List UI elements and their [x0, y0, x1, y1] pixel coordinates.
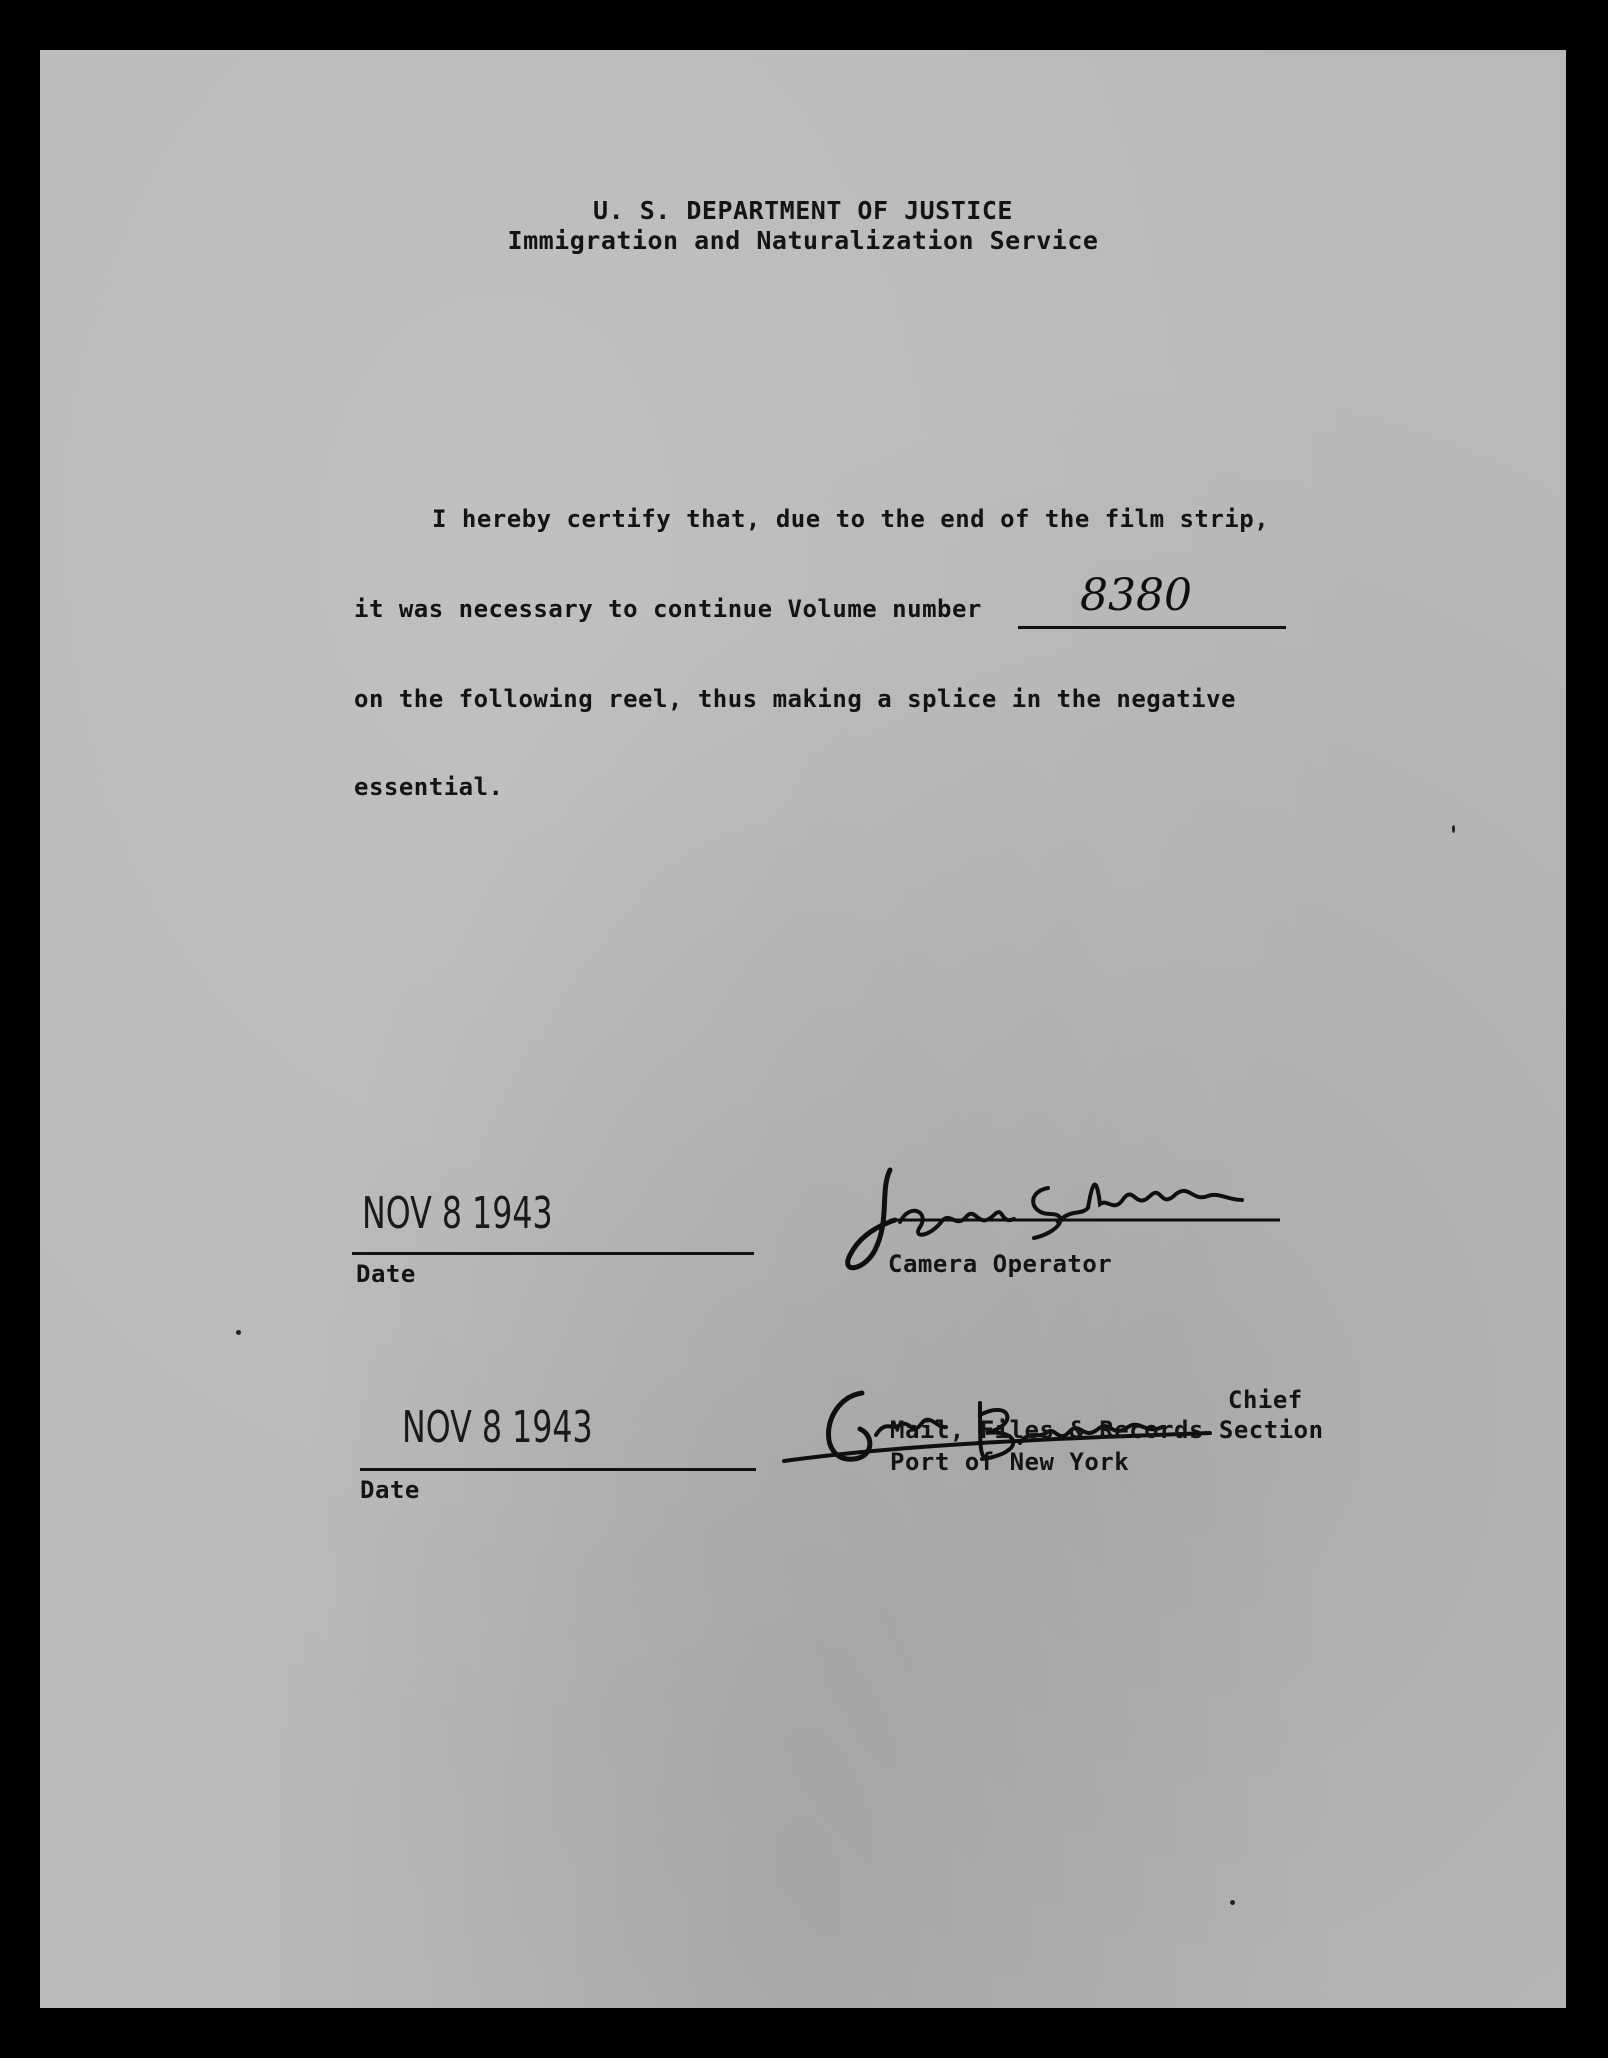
speck [236, 1330, 241, 1335]
volume-number-rule [1018, 626, 1286, 629]
date-stamp-2: NOV 8 1943 [402, 1402, 593, 1453]
date-rule-2 [360, 1468, 756, 1471]
camera-operator-title: Camera Operator [888, 1250, 1113, 1278]
certificate-line-4: essential. [354, 773, 504, 801]
volume-number-handwritten: 8380 [1080, 570, 1192, 621]
chief-title-suffix: Chief [1228, 1386, 1303, 1414]
speck [1230, 1900, 1235, 1905]
section-title: Mail, Files & Records Section [890, 1416, 1324, 1444]
certificate-line-2: it was necessary to continue Volume number [354, 595, 982, 623]
date-stamp-1: NOV 8 1943 [362, 1188, 553, 1239]
document-page [40, 50, 1566, 2008]
certificate-line-1: I hereby certify that, due to the end of the film strip, [432, 505, 1270, 533]
date-label-1: Date [356, 1260, 416, 1288]
port-title: Port of New York [890, 1448, 1130, 1476]
speck [1452, 825, 1455, 833]
certificate-line-3: on the following reel, thus making a splice in the negative [354, 685, 1237, 713]
date-rule-1 [352, 1252, 754, 1255]
service-heading: Immigration and Naturalization Service [507, 226, 1099, 255]
date-label-2: Date [360, 1476, 420, 1504]
department-heading: U. S. DEPARTMENT OF JUSTICE [593, 196, 1013, 225]
